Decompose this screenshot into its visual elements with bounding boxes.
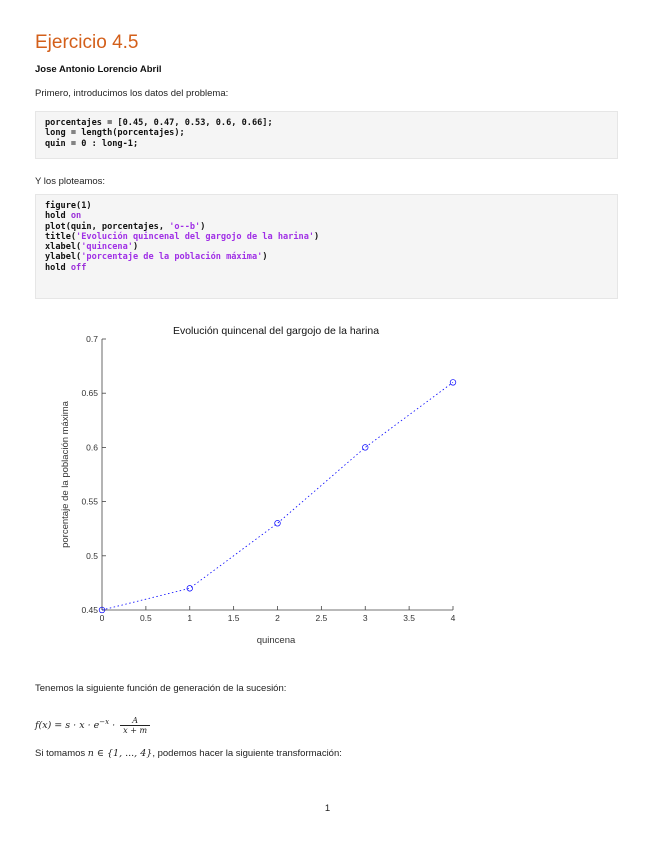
- line-chart: [40, 318, 480, 653]
- author-name: Jose Antonio Lorencio Abril: [35, 64, 162, 75]
- code-line: title('Evolución quincenal del gargojo de la harina'): [45, 231, 320, 242]
- x-tick-label: 1: [187, 613, 193, 623]
- y-tick-label: 0.65: [81, 388, 98, 399]
- formula-mid: ·: [109, 720, 119, 731]
- code-line: porcentajes = [0.45, 0.47, 0.53, 0.6, 0.66];: [45, 118, 273, 128]
- inline-math: n ∈ {1, ..., 4}: [87, 748, 153, 759]
- x-tick-label: 3.5: [403, 613, 416, 623]
- y-tick-label: 0.5: [86, 550, 98, 561]
- fraction-denominator: x + m: [123, 726, 148, 735]
- transform-paragraph: Si tomamos n ∈ {1, ..., 4}, podemos hacer la siguiente transformación:: [35, 748, 342, 759]
- code-line: xlabel('quincena'): [45, 242, 139, 253]
- code-line: long = length(porcentajes);: [45, 128, 185, 139]
- data-point-marker: [362, 445, 368, 451]
- y-tick-label: 0.55: [81, 496, 98, 507]
- page-number: 1: [324, 803, 331, 814]
- code-block-plot: [35, 194, 618, 299]
- x-tick-label: 4: [450, 613, 456, 623]
- code-block-data: [35, 111, 618, 159]
- x-tick-label: 0.5: [139, 613, 152, 623]
- code-line: hold on: [45, 211, 82, 222]
- x-tick-label: 1.5: [227, 613, 240, 623]
- chart-title: Evolución quincenal del gargojo de la harina: [172, 325, 380, 337]
- x-tick-label: 2.5: [315, 613, 328, 623]
- series-group: [99, 380, 456, 613]
- formula-fraction: [120, 716, 150, 735]
- x-tick-label: 0: [99, 613, 105, 623]
- x-tick-label: 3: [362, 613, 368, 623]
- code-line: figure(1): [45, 201, 92, 211]
- axes: [81, 334, 455, 623]
- plot-intro-paragraph: Y los ploteamos:: [35, 176, 106, 187]
- y-tick-label: 0.45: [81, 605, 98, 615]
- formula-exponent: −x: [99, 717, 110, 726]
- code-line: ylabel('porcentaje de la población máxima'): [45, 252, 268, 263]
- data-point-marker: [450, 380, 456, 386]
- series-line: [102, 382, 453, 610]
- x-axis-label: quincena: [256, 635, 296, 646]
- function-intro-paragraph: Tenemos la siguiente función de generación de la sucesión:: [35, 683, 287, 694]
- data-point-marker: [275, 520, 281, 526]
- formula: [35, 716, 150, 735]
- x-tick-label: 2: [275, 613, 280, 623]
- data-point-marker: [187, 586, 193, 592]
- document-title: Ejercicio 4.5: [35, 32, 139, 53]
- intro-paragraph: Primero, introducimos los datos del problema:: [35, 88, 229, 99]
- y-tick-label: 0.6: [86, 442, 98, 453]
- code-line: quin = 0 : long-1;: [45, 138, 139, 149]
- code-line: hold off: [45, 262, 87, 273]
- formula-lhs: f(x) = s · x · e: [35, 720, 100, 731]
- y-tick-label: 0.7: [86, 334, 98, 344]
- code-line: plot(quin, porcentajes, 'o--b'): [45, 221, 206, 232]
- y-axis-label: porcentaje de la población máxima: [60, 401, 71, 548]
- fraction-numerator: A: [120, 716, 150, 726]
